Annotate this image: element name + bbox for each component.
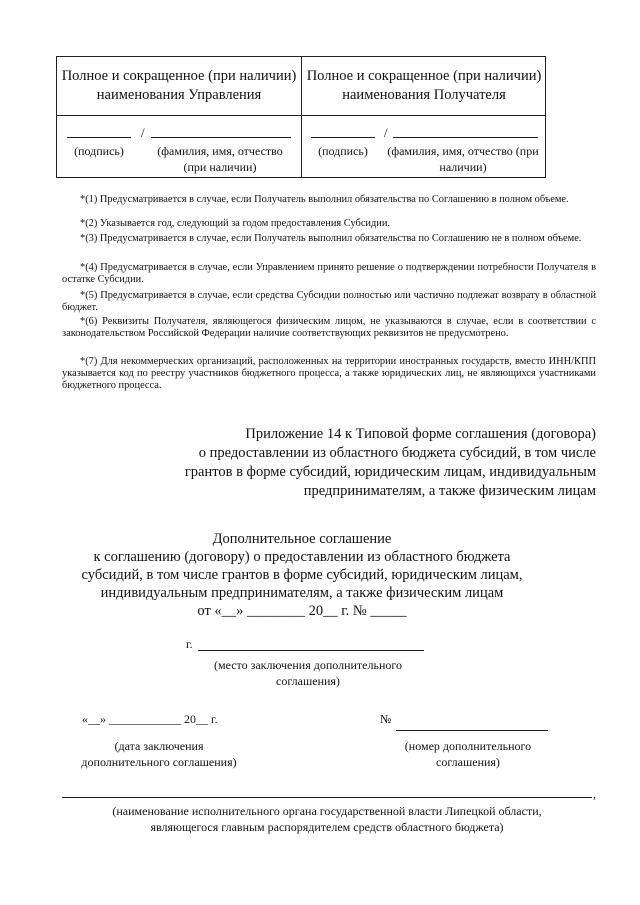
left-signature-line — [67, 137, 131, 138]
number-prefix: № — [380, 712, 392, 726]
appendix-line-2: о предоставлении из областного бюджета субсидий, в том числе — [198, 445, 596, 461]
number-caption: (номер дополнительного соглашения) — [404, 739, 532, 769]
place-line — [198, 650, 424, 651]
place-caption: (место заключения дополнительного соглашения) — [213, 658, 403, 688]
table-row-divider — [57, 115, 545, 116]
document-title — [60, 530, 544, 620]
number-line — [396, 730, 548, 731]
footnote-2: *(2) Указывается год, следующий за годом предоставления Субсидии. — [80, 218, 390, 229]
title-line-4: индивидуальным предпринимателям, а также физическим лицам — [100, 585, 504, 601]
place-prefix: г. — [186, 637, 193, 651]
right-name-label: (фамилия, имя, отчество (при наличии) — [387, 144, 539, 174]
authority-trailing-comma: , — [593, 787, 596, 801]
date-field: «__» ____________ 20__ г. — [82, 712, 218, 726]
right-slash: / — [384, 125, 388, 140]
left-name-line — [151, 137, 291, 138]
footnote-1: *(1) Предусматривается в случае, если Получатель выполнил обязательства по Соглашению в полном объеме. — [80, 194, 569, 205]
footnote-4: *(4) Предусматривается в случае, если Управлением принято решение о подтверждении потребности Получателя в остатке Субсидии. — [62, 262, 596, 285]
title-line-3: субсидий, в том числе грантов в форме субсидий, юридическим лицам, — [81, 567, 523, 583]
date-caption: (дата заключения дополнительного соглашения) — [81, 739, 237, 769]
appendix-line-4: предпринимателям, а также физическим лицам — [303, 483, 596, 499]
authority-caption: (наименование исполнительного органа государственной власти Липецкой области, являющегося главным распорядителем средств областного бюджета) — [112, 804, 542, 834]
management-name-header: Полное и сокращенное (при наличии) наименования Управления — [61, 68, 297, 103]
right-signature-line — [311, 137, 375, 138]
left-name-label: (фамилия, имя, отчество (при наличии) — [157, 144, 283, 174]
left-sign-label: (подпись) — [74, 144, 124, 158]
title-line-5: от «__» ________ 20__ г. № _____ — [197, 603, 407, 619]
footnote-5: *(5) Предусматривается в случае, если средства Субсидии полностью или частично подлежат возврату в областной бюджет. — [62, 290, 596, 313]
left-slash: / — [141, 125, 145, 140]
appendix-heading — [136, 425, 596, 501]
signature-table — [56, 56, 546, 178]
title-line-2: к соглашению (договору) о предоставлении из областного бюджета — [93, 549, 511, 565]
right-name-line — [393, 137, 538, 138]
appendix-line-1: Приложение 14 к Типовой форме соглашения (договора) — [245, 426, 596, 442]
footnote-3: *(3) Предусматривается в случае, если Получатель выполнил обязательства по Соглашению не в полном объеме. — [80, 233, 582, 244]
footnote-6: *(6) Реквизиты Получателя, являющегося физическим лицом, не указываются в случае, если в соответствии с законодательством Российской Федерации наличие соответствующих реквизитов не предусмотрено. — [62, 316, 596, 339]
footnote-7: *(7) Для некоммерческих организаций, расположенных на территории иностранных государств, вместо ИНН/КПП указывается код по реестру участников бюджетного процесса, а также юридических лиц, не являющихся участниками бюджетного процесса. — [62, 356, 596, 391]
recipient-name-header: Полное и сокращенное (при наличии) наименования Получателя — [306, 68, 542, 103]
title-line-1: Дополнительное соглашение — [212, 531, 392, 547]
authority-line — [62, 797, 592, 798]
right-sign-label: (подпись) — [318, 144, 368, 158]
appendix-line-3: грантов в форме субсидий, юридическим лицам, индивидуальным — [184, 464, 596, 480]
